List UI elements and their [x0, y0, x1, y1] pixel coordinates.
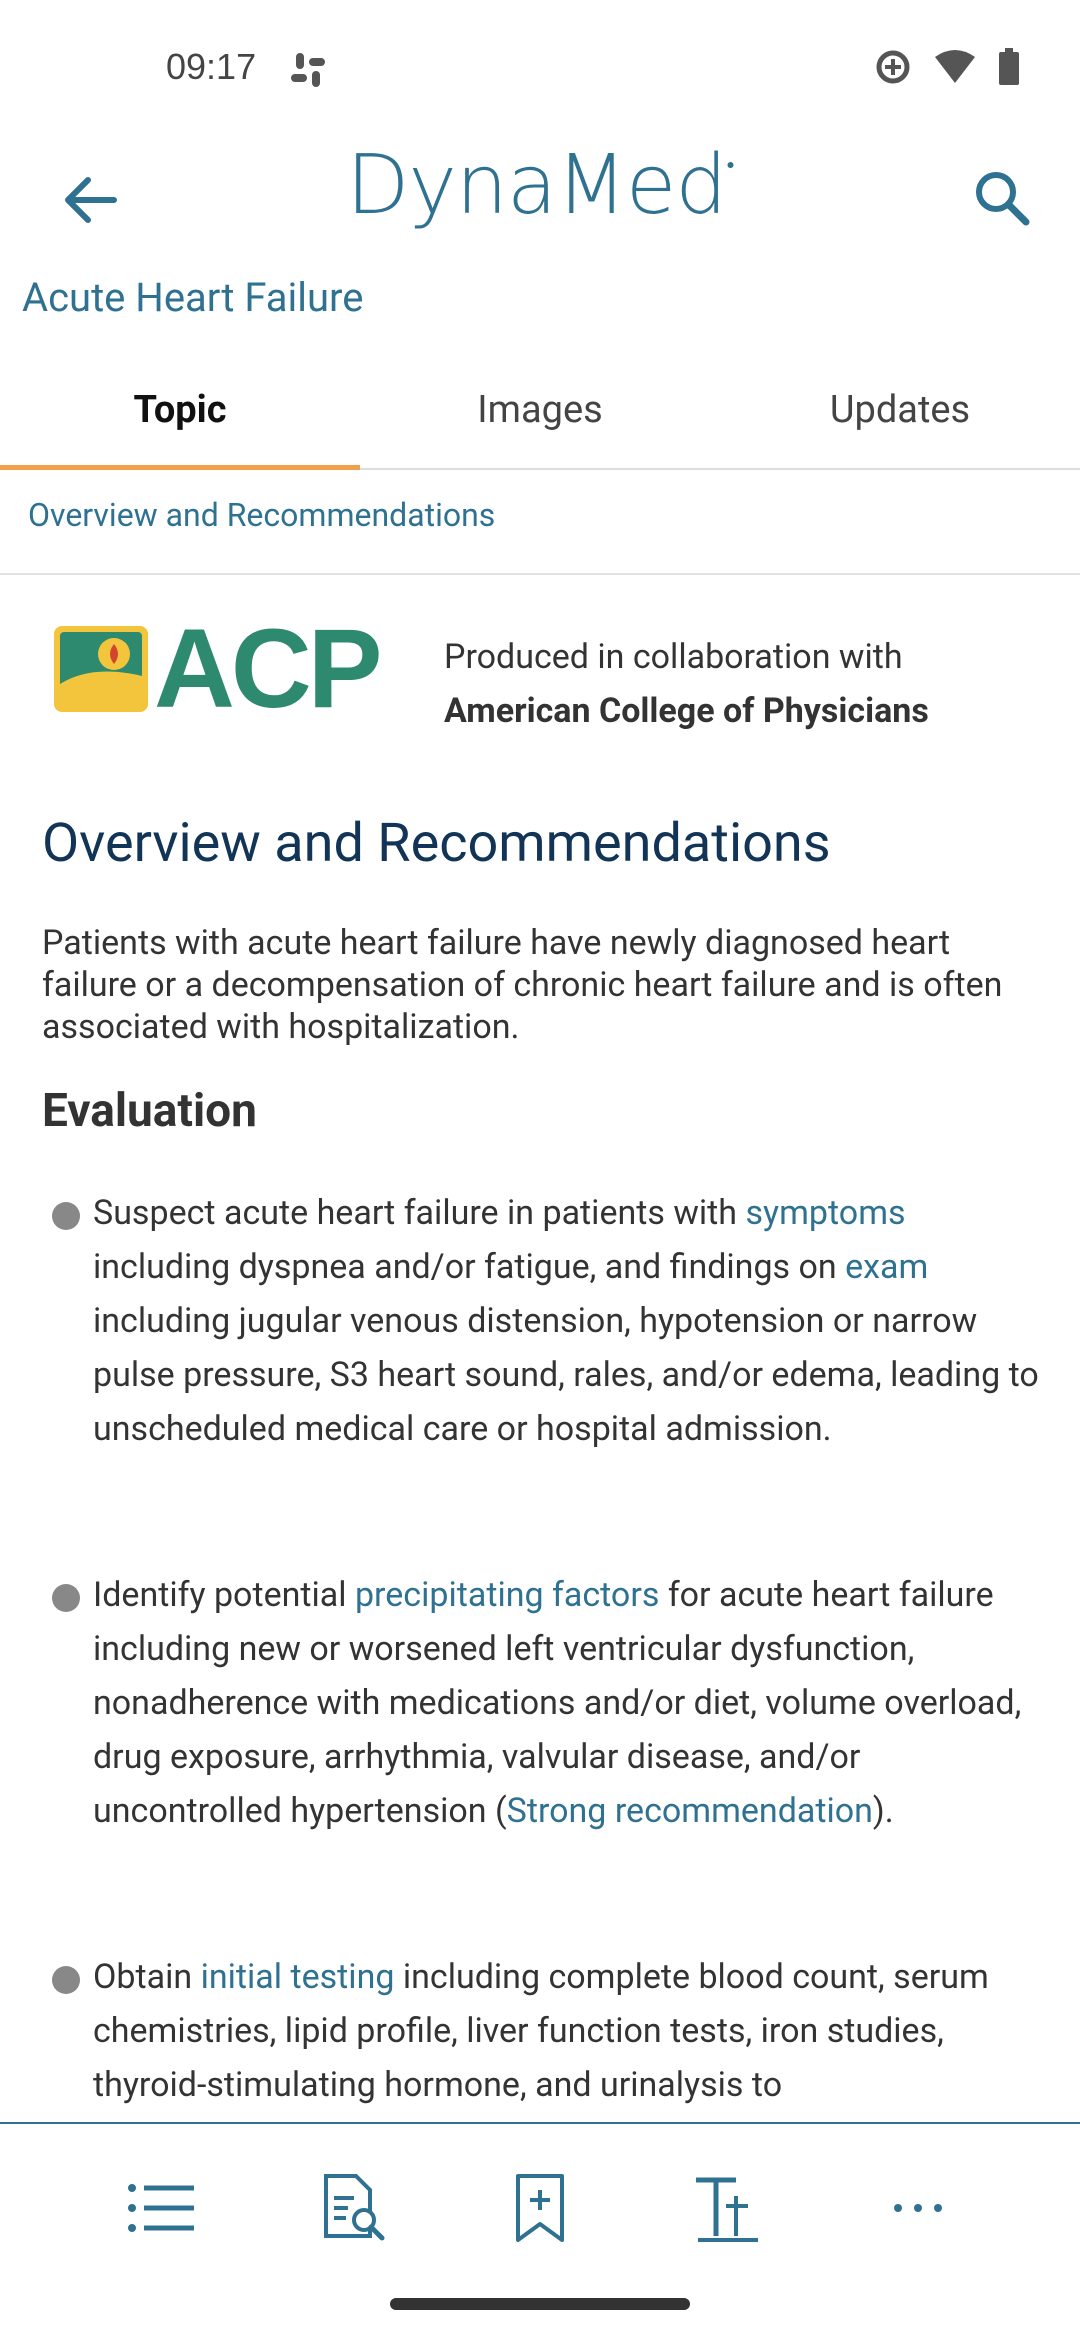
acp-logo-text: ACP [154, 606, 379, 731]
app-name: DynaMed [346, 138, 727, 233]
list-item [42, 1950, 1042, 2112]
bullet-text: Obtain [93, 1957, 201, 1997]
exam-link[interactable]: exam [845, 1247, 929, 1287]
bullet-text: including jugular venous distension, hypotension or narrow pulse pressure, S3 heart sound, rales, and/or edema, leading to unscheduled medical care or hospital admission. [93, 1301, 1039, 1449]
section-heading: Overview and Recommendations [42, 812, 831, 875]
acp-emblem-icon [52, 624, 150, 714]
bullet-icon [52, 1966, 80, 1994]
bullet-text: including dyspnea and/or fatigue, and findings on [93, 1247, 846, 1287]
bullet-text: Suspect acute heart failure in patients with [93, 1193, 746, 1233]
breadcrumb[interactable]: Overview and Recommendations [28, 496, 496, 534]
bookmark-button[interactable] [500, 2168, 580, 2248]
topic-title: Acute Heart Failure [22, 274, 364, 321]
acp-credit-line1: Produced in collaboration with [444, 637, 903, 677]
status-time: 09:17 [166, 46, 257, 87]
precipitating-factors-link[interactable]: precipitating factors [354, 1575, 660, 1615]
text-size-icon [688, 2168, 768, 2248]
text-size-button[interactable] [688, 2168, 768, 2248]
tab-updates[interactable]: Updates [829, 388, 971, 432]
battery-icon [998, 48, 1020, 90]
acp-credit-line2: American College of Physicians [444, 691, 929, 731]
evaluation-heading: Evaluation [42, 1084, 257, 1138]
initial-testing-link[interactable]: initial testing [200, 1957, 395, 1997]
registered-mark-icon: ● [726, 157, 734, 173]
find-in-page-button[interactable] [314, 2168, 394, 2248]
more-horizontal-icon [878, 2168, 958, 2248]
search-icon [968, 164, 1036, 232]
tab-topic[interactable]: Topic [0, 360, 360, 468]
bullet-text: including complete blood count, serum chemistries, lipid profile, liver function tests, iron studies, thyroid-stimulating hormone, and urinalysis to [93, 1957, 989, 2105]
bookmark-add-icon [500, 2168, 580, 2248]
app-logo [0, 138, 1080, 233]
symptoms-link[interactable]: symptoms [745, 1193, 906, 1233]
outline-button[interactable] [122, 2168, 202, 2248]
bullet-text: ). [872, 1791, 894, 1831]
list-icon [122, 2168, 202, 2248]
home-indicator[interactable] [390, 2298, 690, 2310]
tab-bar [0, 360, 1080, 470]
acp-credit [444, 630, 929, 738]
divider [0, 573, 1080, 575]
more-button[interactable] [878, 2168, 958, 2248]
intro-paragraph: Patients with acute heart failure have newly diagnosed heart failure or a decompensation of chronic heart failure and is often associated with hospitalization. [42, 923, 1003, 1047]
tab-images[interactable]: Images [477, 388, 603, 432]
data-saver-icon [874, 48, 912, 90]
status-icons [874, 48, 1020, 90]
strong-recommendation-link[interactable]: Strong recommendation [506, 1791, 873, 1831]
wifi-icon [934, 49, 976, 89]
bullet-icon [52, 1584, 80, 1612]
bullet-text: for acute heart failure including new or worsened left ventricular dysfunction, nonadherence with medications and/or diet, volume overload, drug exposure, arrhythmia, valvular disease, and/or uncontrolled hypertension ( [93, 1575, 1022, 1831]
find-in-page-icon [314, 2168, 394, 2248]
list-item [42, 1568, 1042, 1838]
bullet-icon [52, 1202, 80, 1230]
list-item [42, 1186, 1042, 1456]
slack-icon [288, 50, 328, 94]
search-button[interactable] [968, 164, 1036, 232]
acp-logo [52, 606, 379, 731]
bullet-text: Identify potential [93, 1575, 355, 1615]
